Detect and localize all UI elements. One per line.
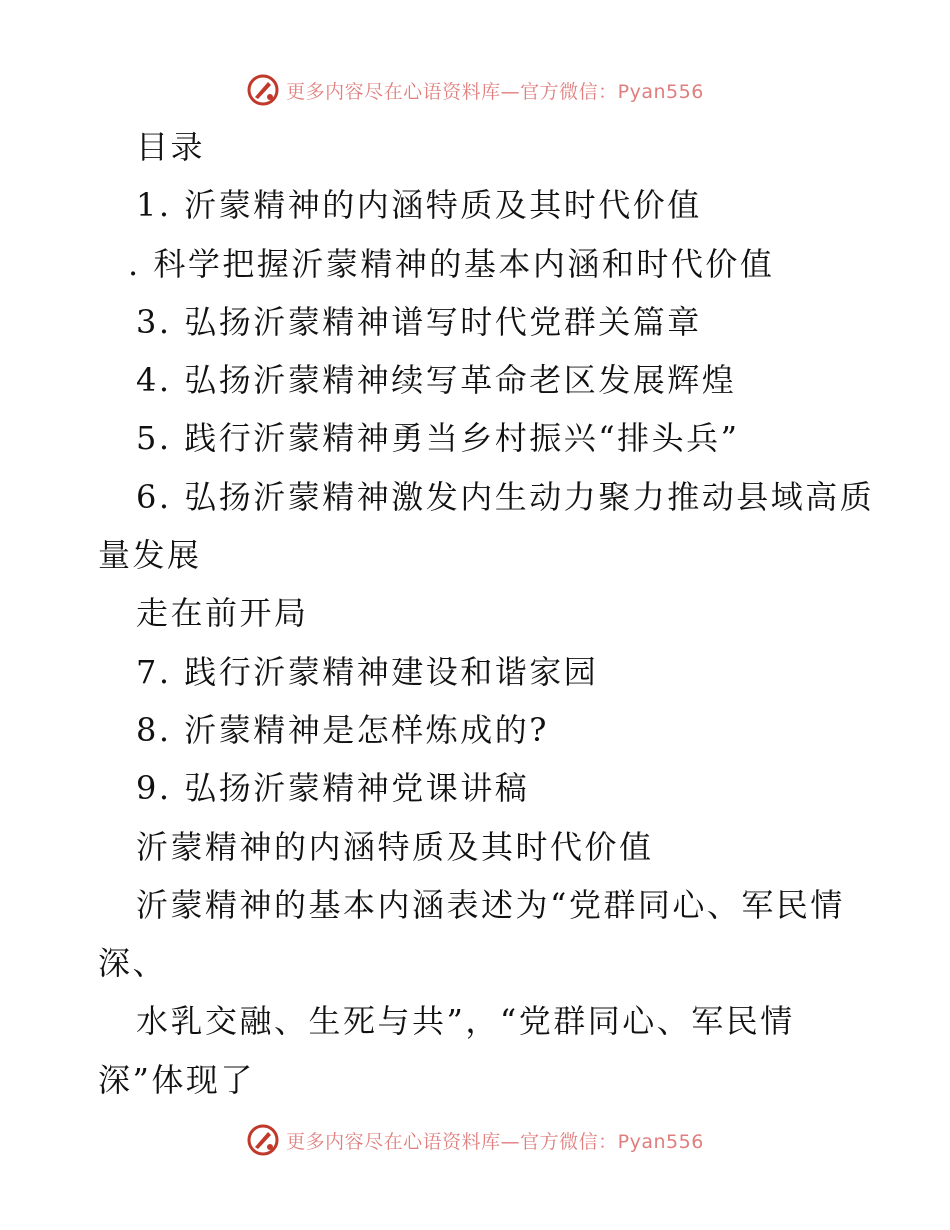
body-paragraph-line: 深、 <box>98 944 168 983</box>
toc-item: 3. 弘扬沂蒙精神谱写时代党群关篇章 <box>136 302 702 341</box>
body-paragraph-line: 水乳交融、生死与共”，“党群同心、军民情 <box>136 1002 795 1041</box>
footer-watermark <box>0 1120 950 1160</box>
toc-item: 9. 弘扬沂蒙精神党课讲稿 <box>136 769 530 808</box>
watermark-text: 更多内容尽在心语资料库—官方微信：Pyan556 <box>286 1130 704 1153</box>
body-paragraph-line: 沂蒙精神的基本内涵表述为“党群同心、军民情 <box>136 885 845 924</box>
toc-item: 5. 践行沂蒙精神勇当乡村振兴“排头兵” <box>136 419 740 458</box>
body-paragraph-line: 深”体现了 <box>98 1060 255 1099</box>
toc-item: 8. 沂蒙精神是怎样炼成的? <box>136 710 549 749</box>
toc-item: 6. 弘扬沂蒙精神激发内生动力聚力推动县域高质 <box>136 477 875 516</box>
toc-item: 7. 践行沂蒙精神建设和谐家园 <box>136 652 599 691</box>
section-title: 沂蒙精神的内涵特质及其时代价值 <box>136 827 654 866</box>
toc-title: 目录 <box>136 128 206 166</box>
toc-item-continuation: 量发展 <box>98 536 202 575</box>
document-body <box>98 118 875 1109</box>
header-watermark <box>0 70 950 110</box>
watermark-logo-icon <box>246 73 280 107</box>
toc-item: 4. 弘扬沂蒙精神续写革命老区发展辉煌 <box>136 361 737 400</box>
toc-item: . 科学把握沂蒙精神的基本内涵和时代价值 <box>128 244 775 283</box>
toc-item: 1. 沂蒙精神的内涵特质及其时代价值 <box>136 186 702 225</box>
watermark-text: 更多内容尽在心语资料库—官方微信：Pyan556 <box>286 80 704 103</box>
toc-item: 走在前开局 <box>136 594 309 633</box>
watermark-logo-icon <box>246 1123 280 1157</box>
